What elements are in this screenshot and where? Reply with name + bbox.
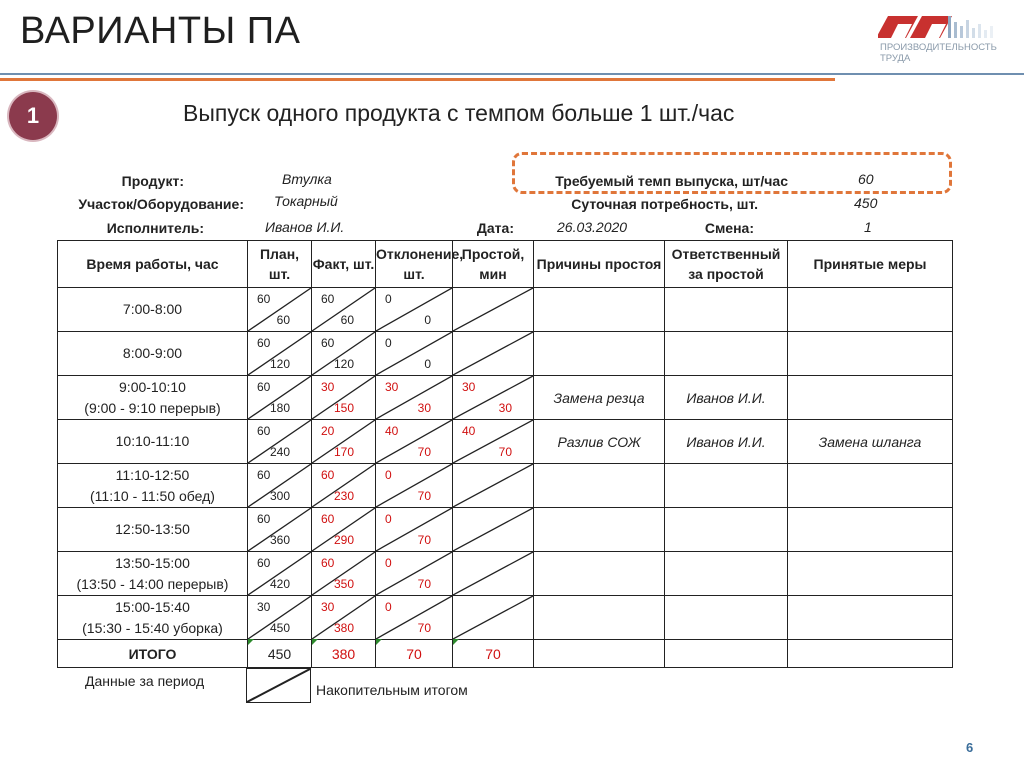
total-empty (534, 640, 665, 668)
dev-cell: 0 70 (376, 596, 453, 640)
measures-cell (788, 552, 953, 596)
page-title: ВАРИАНТЫ ПА (20, 10, 301, 52)
time-cell: 9:00-10:10 (9:00 - 9:10 перерыв) (58, 376, 248, 420)
down-cell (453, 508, 534, 552)
responsible-cell (665, 332, 788, 376)
date-value: 26.03.2020 (557, 219, 628, 235)
legend-period-label: Данные за период (85, 673, 205, 689)
total-row (58, 640, 953, 668)
header-cause: Причины простоя (534, 241, 665, 288)
fact-cell: 60 120 (312, 332, 376, 376)
responsible-cell (665, 508, 788, 552)
tempo-value: 60 (858, 171, 874, 187)
plan-cell: 60 300 (248, 464, 312, 508)
responsible-cell (665, 288, 788, 332)
dev-cell: 30 30 (376, 376, 453, 420)
dev-cell: 0 70 (376, 508, 453, 552)
responsible-cell: Иванов И.И. (665, 376, 788, 420)
fact-cell: 60 230 (312, 464, 376, 508)
page-number: 6 (966, 740, 974, 755)
dev-cell: 0 70 (376, 552, 453, 596)
measures-cell (788, 332, 953, 376)
time-cell: 15:00-15:40 (15:30 - 15:40 уборка) (58, 596, 248, 640)
time-cell: 12:50-13:50 (58, 508, 248, 552)
cause-cell: Замена резца (534, 376, 665, 420)
fact-cell: 30 380 (312, 596, 376, 640)
dev-cell: 40 70 (376, 420, 453, 464)
plan-cell: 30 450 (248, 596, 312, 640)
slide-subtitle: Выпуск одного продукта с темпом больше 1 шт./час (183, 100, 735, 126)
header-fact: Факт, шт. (312, 241, 376, 288)
product-value: Втулка (282, 171, 332, 187)
responsible-cell (665, 552, 788, 596)
total-empty (788, 640, 953, 668)
header-time: Время работы, час (58, 241, 248, 288)
down-cell (453, 288, 534, 332)
product-label: Продукт: (121, 173, 184, 189)
time-cell: 10:10-11:10 (58, 420, 248, 464)
dev-cell: 0 0 (376, 288, 453, 332)
down-cell (453, 552, 534, 596)
time-cell: 7:00-8:00 (58, 288, 248, 332)
measures-cell (788, 376, 953, 420)
responsible-cell (665, 596, 788, 640)
measures-cell (788, 464, 953, 508)
total-deviation: 70 (376, 640, 453, 668)
header-rule-orange (0, 78, 835, 81)
daily-need-value: 450 (854, 195, 878, 211)
responsible-cell: Иванов И.И. (665, 420, 788, 464)
fact-cell: 60 60 (312, 288, 376, 332)
fact-cell: 20 170 (312, 420, 376, 464)
dev-cell: 0 70 (376, 464, 453, 508)
cause-cell (534, 552, 665, 596)
tempo-label: Требуемый темп выпуска, шт/час (555, 173, 788, 189)
plan-cell: 60 360 (248, 508, 312, 552)
time-cell: 11:10-12:50 (11:10 - 11:50 обед) (58, 464, 248, 508)
plan-cell: 60 240 (248, 420, 312, 464)
header-downtime: Простой, мин (453, 241, 534, 288)
table-row (58, 376, 953, 420)
cause-cell (534, 508, 665, 552)
fact-cell: 60 290 (312, 508, 376, 552)
header-plan: План, шт. (248, 241, 312, 288)
total-label: ИТОГО (58, 640, 248, 668)
measures-cell: Замена шланга (788, 420, 953, 464)
area-value: Токарный (274, 193, 338, 209)
header-measures: Принятые меры (788, 241, 953, 288)
total-downtime: 70 (453, 640, 534, 668)
cause-cell (534, 332, 665, 376)
time-cell: 13:50-15:00 (13:50 - 14:00 перерыв) (58, 552, 248, 596)
total-fact: 380 (312, 640, 376, 668)
cause-cell: Разлив СОЖ (534, 420, 665, 464)
executor-label: Исполнитель: (106, 220, 204, 236)
logo-text: ПРОИЗВОДИТЕЛЬНОСТЬ ТРУДА (880, 42, 997, 64)
cause-cell (534, 596, 665, 640)
measures-cell (788, 288, 953, 332)
production-table (57, 240, 953, 668)
total-empty (665, 640, 788, 668)
plan-cell: 60 60 (248, 288, 312, 332)
fact-cell: 30 150 (312, 376, 376, 420)
down-cell: 30 30 (453, 376, 534, 420)
plan-cell: 60 420 (248, 552, 312, 596)
legend-diagonal-box (246, 668, 311, 703)
responsible-cell (665, 464, 788, 508)
total-plan: 450 (248, 640, 312, 668)
step-badge: 1 (9, 92, 57, 140)
table-header-row (58, 241, 953, 288)
table-row (58, 596, 953, 640)
legend-cumulative-label: Накопительным итогом (316, 682, 468, 698)
header-responsible: Ответственный за простой (665, 241, 788, 288)
table-row (58, 464, 953, 508)
down-cell (453, 596, 534, 640)
down-cell (453, 464, 534, 508)
header-deviation: Отклонение, шт. (376, 241, 453, 288)
table-row (58, 508, 953, 552)
table-row (58, 552, 953, 596)
table-row (58, 332, 953, 376)
table-row (58, 288, 953, 332)
down-cell: 40 70 (453, 420, 534, 464)
daily-need-label: Суточная потребность, шт. (571, 196, 758, 212)
shift-value: 1 (864, 219, 872, 235)
measures-cell (788, 508, 953, 552)
cause-cell (534, 288, 665, 332)
dev-cell: 0 0 (376, 332, 453, 376)
shift-label: Смена: (704, 220, 754, 236)
table-row (58, 420, 953, 464)
down-cell (453, 332, 534, 376)
fact-cell: 60 350 (312, 552, 376, 596)
header-rule-blue (0, 73, 1024, 75)
plan-cell: 60 120 (248, 332, 312, 376)
measures-cell (788, 596, 953, 640)
plan-cell: 60 180 (248, 376, 312, 420)
cause-cell (534, 464, 665, 508)
executor-value: Иванов И.И. (265, 219, 345, 235)
area-label: Участок/Оборудование: (78, 196, 244, 212)
time-cell: 8:00-9:00 (58, 332, 248, 376)
date-label: Дата: (476, 220, 514, 236)
